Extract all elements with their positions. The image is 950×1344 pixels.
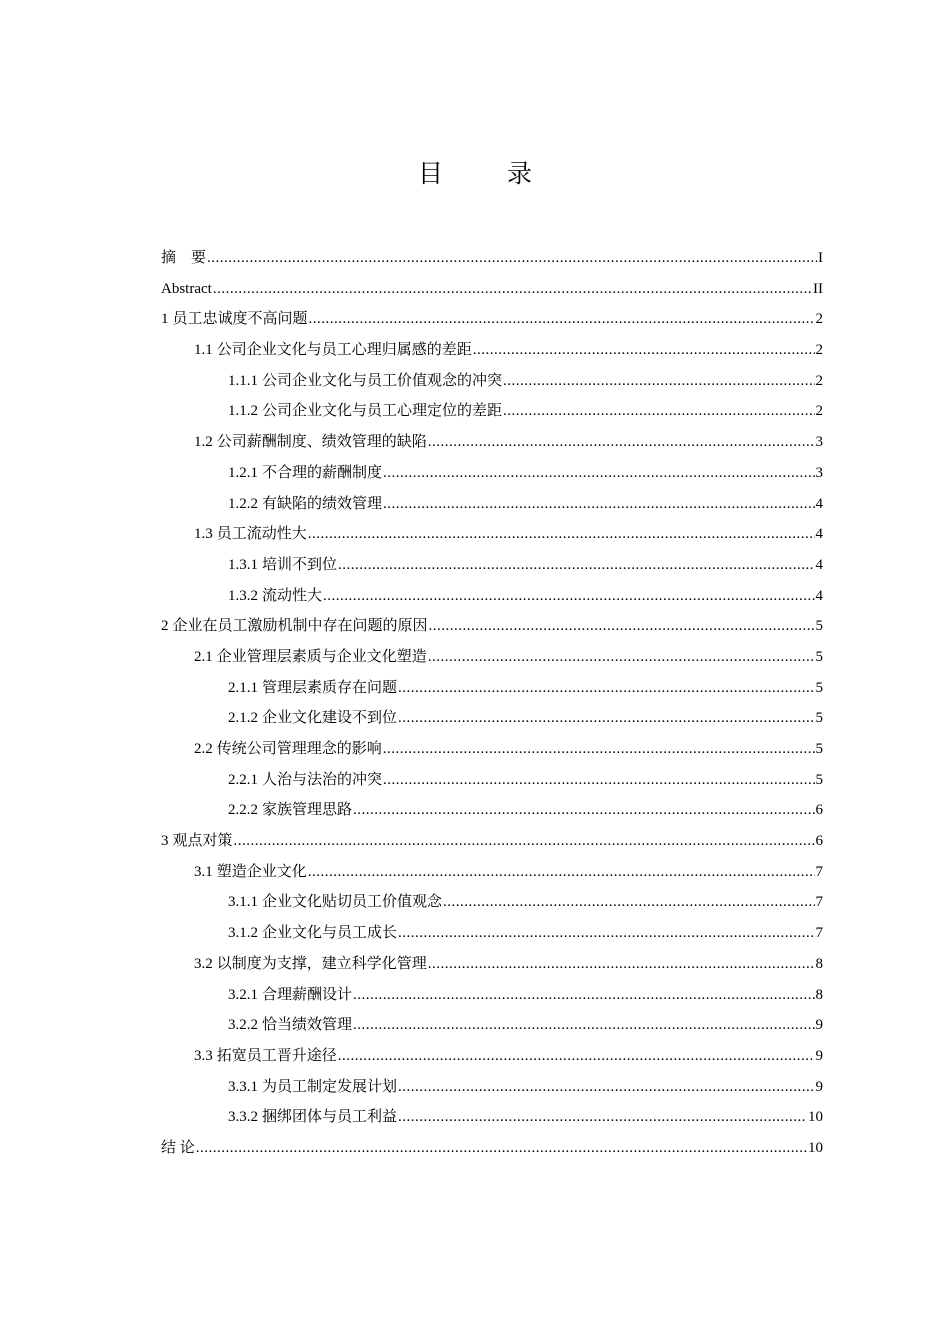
toc-entry-title: 人治与法治的冲突 <box>262 771 383 788</box>
toc-entry-title: 为员工制定发展计划 <box>262 1078 398 1095</box>
toc-entry-page-number: 9 <box>815 1017 823 1034</box>
toc-entry[interactable] <box>161 1072 823 1103</box>
dot-leader <box>213 274 812 305</box>
toc-entry-title: 企业管理层素质与企业文化塑造 <box>216 648 427 665</box>
dot-leader <box>353 980 814 1011</box>
dot-leader <box>428 427 815 458</box>
dot-leader <box>398 673 814 704</box>
toc-entry-title: Abstract <box>161 280 212 297</box>
toc-entry-number: 1.3 <box>194 526 213 543</box>
toc-entry-number: 3.1.1 <box>228 894 258 911</box>
toc-entry-number: 1.3.2 <box>228 587 258 604</box>
toc-entry-page-number: II <box>813 280 823 297</box>
toc-entry-title: 企业在员工激励机制中存在问题的原因 <box>172 618 428 635</box>
toc-entry-number: 2.1 <box>194 648 213 665</box>
toc-entry-number: 1.2.1 <box>228 464 258 481</box>
toc-entry-title: 不合理的薪酬制度 <box>262 464 383 481</box>
toc-entry[interactable] <box>161 458 823 489</box>
toc-entry-number: 2.2 <box>194 741 213 757</box>
dot-leader <box>398 1072 814 1103</box>
toc-entry-page-number: 5 <box>815 648 823 665</box>
toc-entry-page-number: 7 <box>815 863 823 880</box>
toc-title: 目 录 <box>418 159 560 188</box>
dot-leader <box>428 949 815 980</box>
toc-entry[interactable] <box>161 1010 823 1041</box>
toc-entry-page-number: 5 <box>815 618 823 635</box>
toc-entry-title: 捆绑团体与员工利益 <box>262 1109 398 1126</box>
toc-entry-number: 1.1 <box>194 342 213 359</box>
toc-entry-title: 管理层素质存在问题 <box>262 679 398 696</box>
toc-entry-page-number: 6 <box>815 802 823 819</box>
toc-entry-page-number: 8 <box>815 986 823 1003</box>
toc-entry-number: 1 <box>161 311 169 328</box>
dot-leader <box>323 581 814 612</box>
toc-entry[interactable] <box>161 765 823 796</box>
dot-leader <box>338 550 814 581</box>
toc-entry-number: 3.2.2 <box>228 1017 258 1034</box>
toc-entry-title: 观点对策 <box>172 833 233 850</box>
toc-entry-title: 有缺陷的绩效管理 <box>262 495 383 512</box>
toc-entry-page-number: 2 <box>815 403 823 420</box>
toc-entry[interactable] <box>161 550 823 581</box>
dot-leader <box>196 1133 807 1164</box>
toc-entry-number: 3.1 <box>194 863 213 880</box>
toc-entry-number: 2.2.1 <box>228 771 258 788</box>
toc-entry-page-number: 3 <box>815 434 823 451</box>
toc-entry[interactable] <box>161 949 823 980</box>
toc-entry[interactable] <box>161 489 823 520</box>
toc-entry-title: 传统公司管理理念的影响 <box>216 741 382 757</box>
toc-entry[interactable] <box>161 795 823 826</box>
toc-entry-number: 2.2.2 <box>228 802 258 819</box>
dot-leader <box>429 611 815 642</box>
toc-entry-title: 塑造企业文化 <box>216 863 307 880</box>
toc-entry-number: 3.2 <box>194 955 213 972</box>
toc-entry[interactable] <box>161 335 823 366</box>
dot-leader <box>383 458 814 489</box>
toc-entry-number: 1.1.2 <box>228 403 258 420</box>
toc-entry[interactable] <box>161 703 823 734</box>
dot-leader <box>443 887 814 918</box>
dot-leader <box>353 1010 814 1041</box>
toc-entry-page-number: 2 <box>815 372 823 389</box>
toc-entry-page-number: 2 <box>815 311 823 328</box>
toc-entry-page-number: 10 <box>808 1139 823 1156</box>
toc-entry[interactable] <box>161 642 823 673</box>
dot-leader <box>234 826 815 857</box>
toc-entry[interactable] <box>161 243 823 274</box>
toc-entry-number: 2.1.2 <box>228 710 258 727</box>
toc-entry-page-number: 4 <box>815 495 823 512</box>
dot-leader <box>338 1041 815 1072</box>
toc-entry[interactable] <box>161 918 823 949</box>
dot-leader <box>383 489 814 520</box>
toc-entry-title: 拓宽员工晋升途径 <box>216 1047 337 1064</box>
toc-entry-title: 员工流动性大 <box>216 526 307 543</box>
toc-entry-page-number: 8 <box>815 955 823 972</box>
dot-leader <box>207 243 817 274</box>
toc-entry-number: 1.1.1 <box>228 372 258 389</box>
toc-entry-page-number: 5 <box>815 679 823 696</box>
toc-entry-page-number: 6 <box>815 833 823 850</box>
toc-entry[interactable] <box>161 396 823 427</box>
toc-entry-page-number: 7 <box>815 894 823 911</box>
toc-entry[interactable] <box>161 581 823 612</box>
toc-entry-page-number: 3 <box>815 464 823 481</box>
table-of-contents <box>161 243 823 1164</box>
dot-leader <box>308 519 815 550</box>
dot-leader <box>398 918 814 949</box>
toc-entry-page-number: 7 <box>815 925 823 942</box>
toc-entry-number: 1.3.1 <box>228 556 258 573</box>
dot-leader <box>503 396 814 427</box>
dot-leader <box>383 765 814 796</box>
dot-leader <box>398 1102 807 1133</box>
toc-entry[interactable] <box>161 519 823 550</box>
toc-entry-number: 3.3.2 <box>228 1109 258 1126</box>
toc-entry[interactable] <box>161 366 823 397</box>
toc-entry-title: 公司企业文化与员工心理定位的差距 <box>262 403 503 420</box>
toc-entry[interactable] <box>161 887 823 918</box>
toc-entry-title: 恰当绩效管理 <box>262 1017 353 1034</box>
toc-entry-number: 1.2.2 <box>228 495 258 512</box>
dot-leader <box>473 335 815 366</box>
toc-entry[interactable] <box>161 1041 823 1072</box>
dot-leader <box>308 857 815 888</box>
toc-entry-page-number: 5 <box>815 710 823 727</box>
toc-entry[interactable] <box>161 734 823 765</box>
toc-entry-page-number: 9 <box>815 1047 823 1064</box>
toc-entry-title: 流动性大 <box>262 587 323 604</box>
toc-entry-number: 2.1.1 <box>228 679 258 696</box>
toc-entry-title: 以制度为支撑，建立科学化管理 <box>216 955 427 972</box>
toc-entry-number: 1.2 <box>194 434 213 451</box>
toc-entry-page-number: 4 <box>815 556 823 573</box>
toc-entry-number: 3.2.1 <box>228 986 258 1003</box>
toc-entry-number: 3.3.1 <box>228 1078 258 1095</box>
toc-entry[interactable] <box>161 304 823 335</box>
toc-entry-title: 公司企业文化与员工价值观念的冲突 <box>262 372 503 389</box>
toc-entry-page-number: 2 <box>815 342 823 359</box>
toc-entry[interactable] <box>161 857 823 888</box>
dot-leader <box>383 734 815 765</box>
dot-leader <box>309 304 815 335</box>
toc-entry-number: 3.3 <box>194 1047 213 1064</box>
toc-entry-title: 企业文化与员工成长 <box>262 925 398 942</box>
toc-entry-page-number: I <box>818 250 823 266</box>
toc-entry-page-number: 5 <box>815 771 823 788</box>
toc-entry[interactable] <box>161 673 823 704</box>
dot-leader <box>353 795 814 826</box>
toc-entry-page-number: 4 <box>815 526 823 543</box>
toc-entry-title: 公司企业文化与员工心理归属感的差距 <box>216 342 472 359</box>
toc-entry-title: 摘 要 <box>161 250 207 266</box>
toc-entry-number: 2 <box>161 618 169 635</box>
toc-entry-number: 3 <box>161 833 169 850</box>
dot-leader <box>428 642 815 673</box>
toc-entry[interactable] <box>161 980 823 1011</box>
toc-entry-title: 结 论 <box>161 1139 195 1156</box>
toc-entry-page-number: 5 <box>815 741 823 757</box>
toc-entry-title: 合理薪酬设计 <box>262 986 353 1003</box>
toc-entry-title: 员工忠诚度不高问题 <box>172 311 308 328</box>
toc-entry-number: 3.1.2 <box>228 925 258 942</box>
toc-entry-title: 公司薪酬制度、绩效管理的缺陷 <box>216 434 427 451</box>
toc-entry-page-number: 9 <box>815 1078 823 1095</box>
toc-entry-title: 企业文化建设不到位 <box>262 710 398 727</box>
toc-entry-title: 企业文化贴切员工价值观念 <box>262 894 443 911</box>
toc-entry[interactable] <box>161 427 823 458</box>
toc-entry[interactable] <box>161 826 823 857</box>
dot-leader <box>398 703 814 734</box>
toc-entry-page-number: 4 <box>815 587 823 604</box>
toc-entry[interactable] <box>161 1133 823 1164</box>
toc-entry-title: 家族管理思路 <box>262 802 353 819</box>
toc-entry[interactable] <box>161 611 823 642</box>
toc-entry[interactable] <box>161 1102 823 1133</box>
toc-entry-title: 培训不到位 <box>262 556 338 573</box>
dot-leader <box>503 366 814 397</box>
toc-entry-page-number: 10 <box>808 1109 823 1126</box>
toc-entry[interactable] <box>161 274 823 305</box>
